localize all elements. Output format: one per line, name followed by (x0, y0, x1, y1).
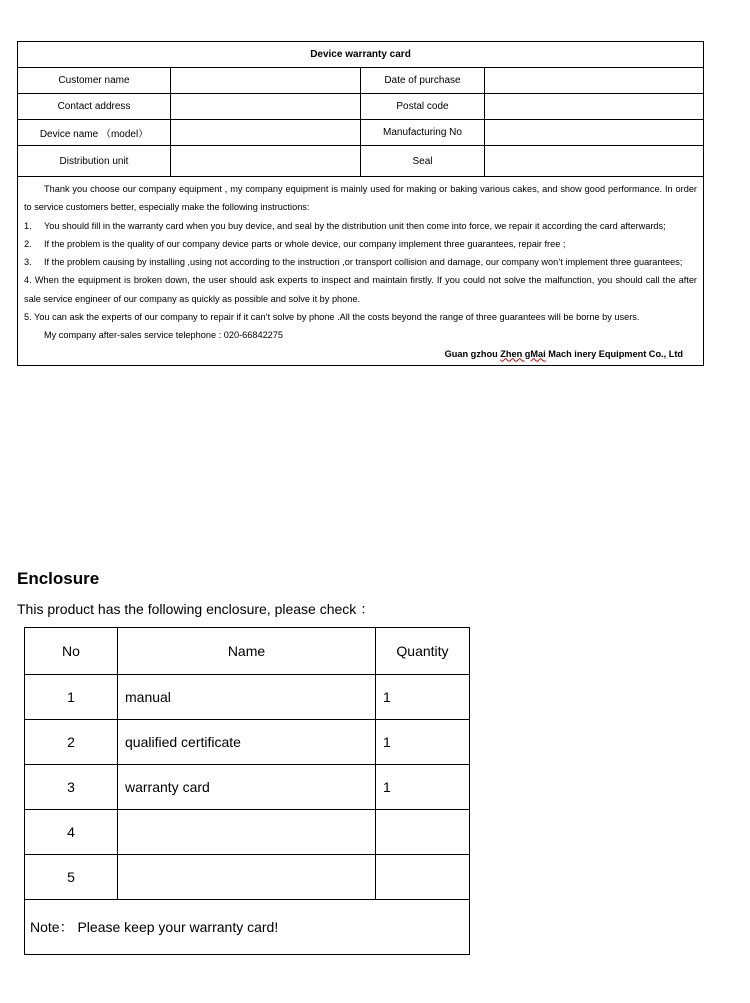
instruction-number: 2. (24, 238, 32, 249)
row-no: 4 (25, 810, 118, 855)
table-row (25, 720, 470, 765)
row-name: warranty card (118, 765, 376, 810)
table-row (25, 765, 470, 810)
instructions-intro: Thank you choose our company equipment , my company equipment is mainly used for making or baking various cakes, and show good performance. In order to service customers better, especially make the following instructions: (24, 184, 697, 213)
postal-code-label: Postal code (361, 94, 485, 119)
device-name-label: Device name （model） (18, 120, 171, 145)
company-prefix: Guan gzhou (444, 348, 501, 359)
enclosure-table (24, 627, 470, 955)
table-row (25, 675, 470, 720)
field-row-distribution (18, 146, 703, 177)
header-no: No (25, 628, 118, 675)
instruction-paragraph-5: 5. You can ask the experts of our company to repair if it can’t solve by phone .All the costs beyond the range of three guarantees will be borne by users. (24, 312, 640, 323)
distribution-unit-label: Distribution unit (18, 146, 171, 176)
row-no: 1 (25, 675, 118, 720)
field-row-customer (18, 68, 703, 94)
seal-field[interactable] (485, 146, 703, 176)
company-brand: Zhen gMai (500, 348, 546, 359)
instruction-text: If the problem is the quality of our company device parts or whole device, our company implement three guarantees, repair free ; (44, 238, 566, 249)
contact-address-field[interactable] (171, 94, 361, 119)
row-name (118, 810, 376, 855)
row-quantity: 1 (376, 720, 470, 765)
contact-address-label: Contact address (18, 94, 171, 119)
manufacturing-no-label: Manufacturing No (361, 120, 485, 145)
row-name (118, 855, 376, 900)
customer-name-field[interactable] (171, 68, 361, 93)
row-no: 5 (25, 855, 118, 900)
row-no: 3 (25, 765, 118, 810)
row-quantity (376, 810, 470, 855)
note-row (25, 900, 470, 955)
date-of-purchase-label: Date of purchase (361, 68, 485, 93)
field-row-address (18, 94, 703, 120)
service-hotline: My company after-sales service telephone : 020-66842275 (44, 330, 284, 341)
table-row (25, 855, 470, 900)
postal-code-field[interactable] (485, 94, 703, 119)
device-name-field[interactable] (171, 120, 361, 145)
distribution-unit-field[interactable] (171, 146, 361, 176)
instruction-text: You should fill in the warranty card when you buy device, and seal by the distribution unit then come into force, we repair it according the card afterwards; (44, 220, 666, 231)
seal-label: Seal (361, 146, 485, 176)
instruction-item (24, 217, 697, 235)
field-row-device (18, 120, 703, 146)
table-header-row (25, 628, 470, 675)
instruction-paragraph-4: 4. When the equipment is broken down, the user should ask experts to inspect and maintain firstly. If you could not solve the malfunction, you should call the after sale service engineer of our company as quickly as possible and solve it by phone. (24, 275, 697, 304)
header-quantity: Quantity (376, 628, 470, 675)
company-suffix: Mach inery Equipment Co., Ltd (545, 348, 683, 359)
enclosure-description: This product has the following enclosure, please check ： (17, 601, 375, 617)
enclosure-title: Enclosure (17, 569, 100, 588)
row-quantity: 1 (376, 765, 470, 810)
instruction-number: 3. (24, 257, 32, 268)
company-name (24, 345, 697, 363)
table-row (25, 810, 470, 855)
warranty-instructions (18, 177, 703, 365)
date-of-purchase-field[interactable] (485, 68, 703, 93)
customer-name-label: Customer name (18, 68, 171, 93)
row-name: qualified certificate (118, 720, 376, 765)
warranty-card (17, 41, 704, 366)
row-quantity: 1 (376, 675, 470, 720)
instruction-item (24, 235, 697, 253)
row-no: 2 (25, 720, 118, 765)
instruction-text: If the problem causing by installing ,using not according to the instruction ,or transport collision and damage, our company won’t implement three guarantees; (44, 257, 683, 268)
manufacturing-no-field[interactable] (485, 120, 703, 145)
instruction-number: 1. (24, 220, 32, 231)
instruction-item (24, 253, 697, 271)
note-text: Note： Please keep your warranty card! (25, 900, 470, 955)
row-name: manual (118, 675, 376, 720)
row-quantity (376, 855, 470, 900)
header-name: Name (118, 628, 376, 675)
warranty-card-title: Device warranty card (18, 42, 703, 68)
